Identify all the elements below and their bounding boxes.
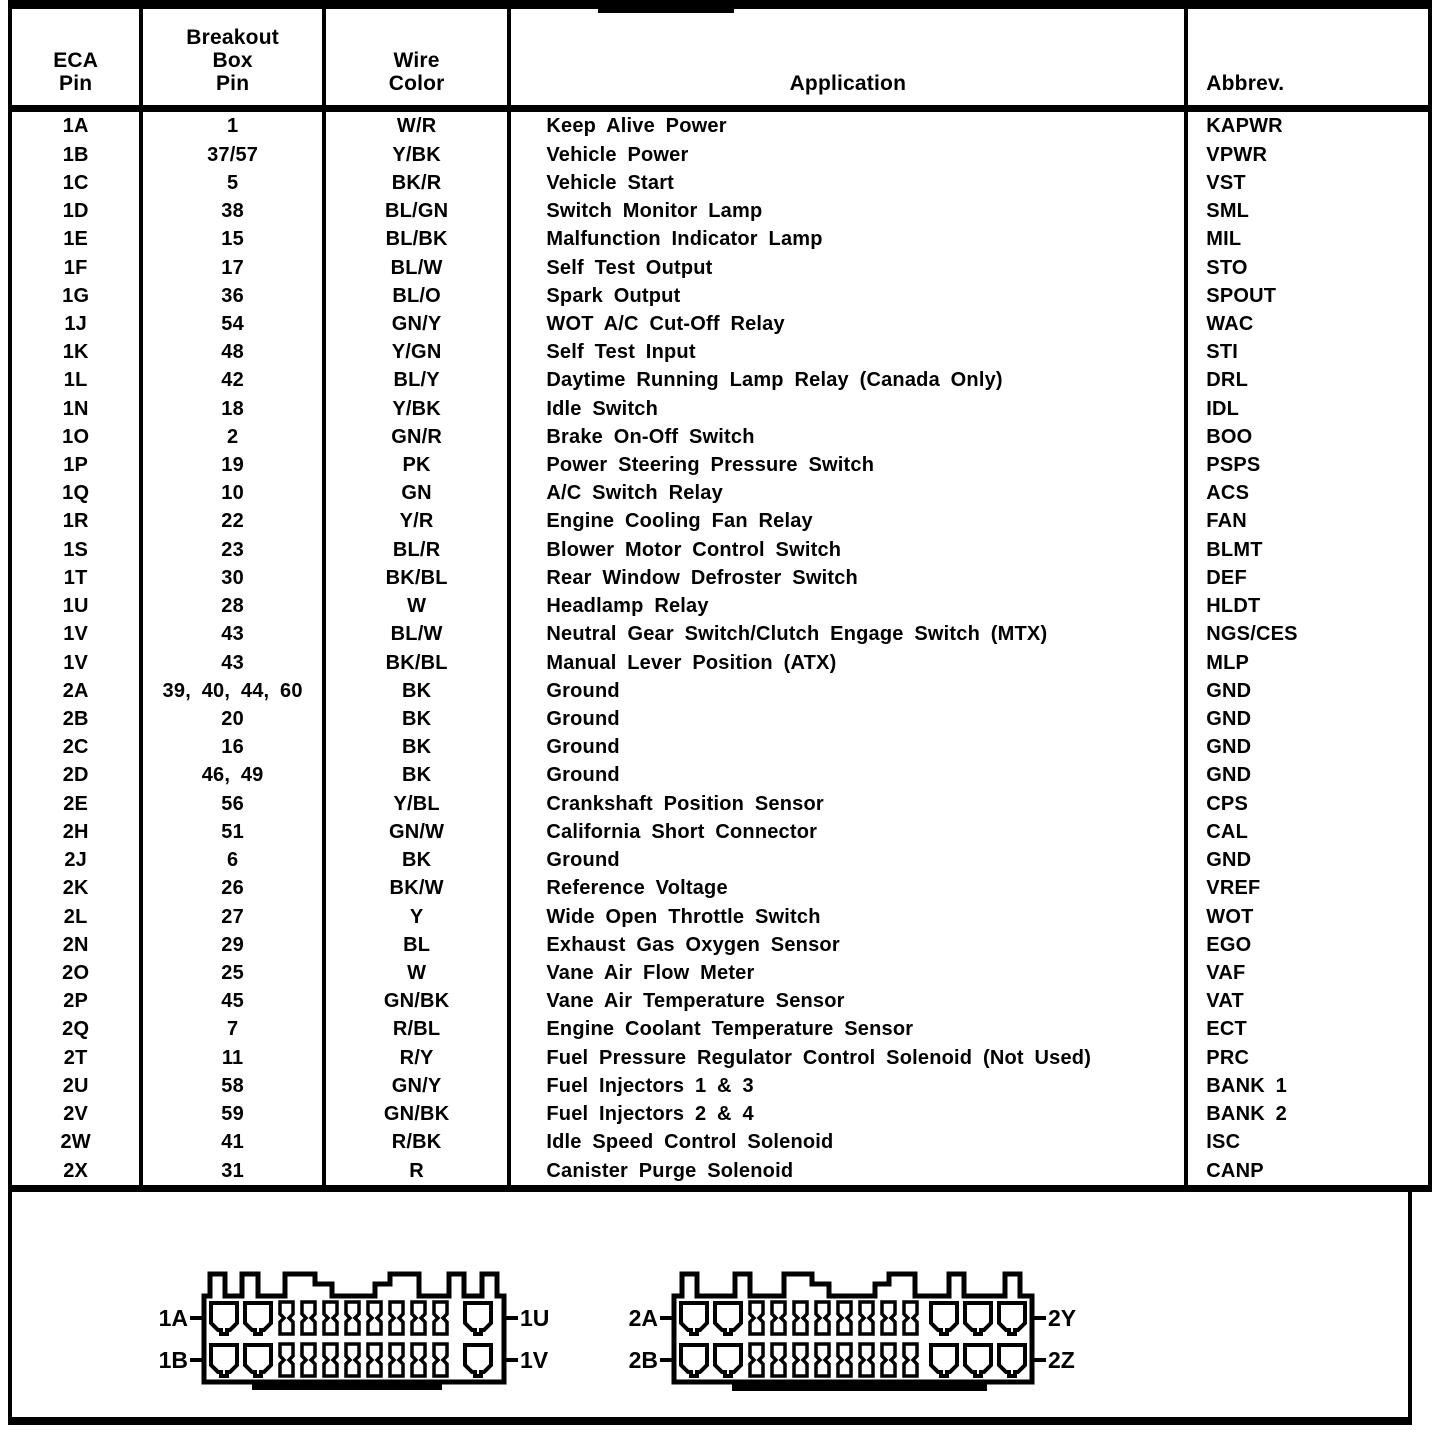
eca-pin-cell: 1D xyxy=(10,197,141,225)
table-row xyxy=(10,677,1430,705)
breakout-box-pin-cell: 6 xyxy=(141,846,324,874)
application-cell: Exhaust Gas Oxygen Sensor xyxy=(509,931,1186,959)
table-row xyxy=(10,931,1430,959)
breakout-box-pin-cell: 11 xyxy=(141,1044,324,1072)
application-cell: Ground xyxy=(509,846,1186,874)
abbrev-cell: GND xyxy=(1186,705,1430,733)
eca-pin-cell: 2P xyxy=(10,987,141,1015)
application-cell: Idle Speed Control Solenoid xyxy=(509,1128,1186,1156)
col-header-abbrev: Abbrev. xyxy=(1186,5,1430,109)
breakout-box-pin-cell: 5 xyxy=(141,169,324,197)
breakout-box-pin-cell: 17 xyxy=(141,253,324,281)
pin-label-2a: 2A xyxy=(628,1305,658,1331)
application-cell: Keep Alive Power xyxy=(509,109,1186,141)
application-cell: Vehicle Start xyxy=(509,169,1186,197)
eca-pin-cell: 1S xyxy=(10,536,141,564)
abbrev-cell: PSPS xyxy=(1186,451,1430,479)
abbrev-cell: GND xyxy=(1186,677,1430,705)
connector-diagram-panel xyxy=(8,1192,1412,1425)
table-row xyxy=(10,902,1430,930)
header-line: Pin xyxy=(59,72,93,95)
application-cell: Fuel Pressure Regulator Control Solenoid (Not Used) xyxy=(509,1044,1186,1072)
breakout-box-pin-cell: 41 xyxy=(141,1128,324,1156)
abbrev-cell: VST xyxy=(1186,169,1430,197)
table-row xyxy=(10,846,1430,874)
wire-color-cell: GN/BK xyxy=(324,1100,510,1128)
wire-color-cell: Y/BL xyxy=(324,790,510,818)
breakout-box-pin-cell: 43 xyxy=(141,648,324,676)
table-row xyxy=(10,818,1430,846)
eca-pin-cell: 1F xyxy=(10,253,141,281)
header-line: Color xyxy=(388,72,445,95)
eca-pin-cell: 2N xyxy=(10,931,141,959)
application-cell: A/C Switch Relay xyxy=(509,479,1186,507)
application-cell: Self Test Input xyxy=(509,338,1186,366)
application-cell: Crankshaft Position Sensor xyxy=(509,790,1186,818)
abbrev-cell: VAF xyxy=(1186,959,1430,987)
table-row xyxy=(10,705,1430,733)
wire-color-cell: W xyxy=(324,959,510,987)
abbrev-cell: SML xyxy=(1186,197,1430,225)
breakout-box-pin-cell: 31 xyxy=(141,1156,324,1188)
eca-pin-cell: 1O xyxy=(10,423,141,451)
abbrev-cell: MIL xyxy=(1186,225,1430,253)
wire-color-cell: BL/O xyxy=(324,282,510,310)
eca-pin-cell: 1V xyxy=(10,648,141,676)
eca-pin-cell: 2W xyxy=(10,1128,141,1156)
pin-label-1v: 1V xyxy=(520,1347,549,1373)
table-row xyxy=(10,109,1430,141)
pin-label-2z: 2Z xyxy=(1048,1347,1075,1373)
breakout-box-pin-cell: 45 xyxy=(141,987,324,1015)
application-cell: Ground xyxy=(509,705,1186,733)
breakout-box-pin-cell: 38 xyxy=(141,197,324,225)
table-row xyxy=(10,507,1430,535)
table-row xyxy=(10,141,1430,169)
abbrev-cell: GND xyxy=(1186,761,1430,789)
wire-color-cell: GN/Y xyxy=(324,310,510,338)
breakout-box-pin-cell: 58 xyxy=(141,1072,324,1100)
abbrev-cell: CAL xyxy=(1186,818,1430,846)
application-cell: Spark Output xyxy=(509,282,1186,310)
table-row xyxy=(10,282,1430,310)
table-row xyxy=(10,423,1430,451)
application-cell: California Short Connector xyxy=(509,818,1186,846)
application-cell: Malfunction Indicator Lamp xyxy=(509,225,1186,253)
eca-pin-cell: 2K xyxy=(10,874,141,902)
abbrev-cell: NGS/CES xyxy=(1186,620,1430,648)
col-header-wire-color xyxy=(324,5,510,109)
eca-pin-cell: 1V xyxy=(10,620,141,648)
pin-label-1u: 1U xyxy=(520,1305,550,1331)
abbrev-cell: BOO xyxy=(1186,423,1430,451)
eca-pin-cell: 2T xyxy=(10,1044,141,1072)
header-line: ECA xyxy=(53,49,99,72)
abbrev-cell: STI xyxy=(1186,338,1430,366)
application-cell: Switch Monitor Lamp xyxy=(509,197,1186,225)
wire-color-cell: R xyxy=(324,1156,510,1188)
wire-color-cell: BK xyxy=(324,761,510,789)
breakout-box-pin-cell: 54 xyxy=(141,310,324,338)
breakout-box-pin-cell: 25 xyxy=(141,959,324,987)
breakout-box-pin-cell: 22 xyxy=(141,507,324,535)
wire-color-cell: BK xyxy=(324,705,510,733)
eca-pin-cell: 1E xyxy=(10,225,141,253)
application-cell: Rear Window Defroster Switch xyxy=(509,564,1186,592)
eca-pin-cell: 2E xyxy=(10,790,141,818)
abbrev-cell: STO xyxy=(1186,253,1430,281)
eca-pin-cell: 1T xyxy=(10,564,141,592)
eca-pin-cell: 1C xyxy=(10,169,141,197)
breakout-box-pin-cell: 37/57 xyxy=(141,141,324,169)
eca-pin-cell: 2V xyxy=(10,1100,141,1128)
connector-1-diagram xyxy=(152,1256,552,1406)
abbrev-cell: DRL xyxy=(1186,366,1430,394)
application-cell: Idle Switch xyxy=(509,394,1186,422)
wire-color-cell: BL/W xyxy=(324,620,510,648)
abbrev-cell: ACS xyxy=(1186,479,1430,507)
pin-label-1b: 1B xyxy=(158,1347,188,1373)
table-row xyxy=(10,592,1430,620)
application-cell: Power Steering Pressure Switch xyxy=(509,451,1186,479)
breakout-box-pin-cell: 42 xyxy=(141,366,324,394)
abbrev-cell: EGO xyxy=(1186,931,1430,959)
table-row xyxy=(10,874,1430,902)
application-cell: Engine Cooling Fan Relay xyxy=(509,507,1186,535)
wire-color-cell: BL/GN xyxy=(324,197,510,225)
eca-pin-cell: 2C xyxy=(10,733,141,761)
wire-color-cell: BL/R xyxy=(324,536,510,564)
eca-pin-cell: 2D xyxy=(10,761,141,789)
table-row xyxy=(10,169,1430,197)
breakout-box-pin-cell: 10 xyxy=(141,479,324,507)
breakout-box-pin-cell: 26 xyxy=(141,874,324,902)
header-row xyxy=(10,5,1430,109)
connector-2-diagram xyxy=(612,1256,1082,1406)
abbrev-cell: PRC xyxy=(1186,1044,1430,1072)
connector-2-shadow xyxy=(732,1381,987,1391)
table-row xyxy=(10,394,1430,422)
abbrev-cell: FAN xyxy=(1186,507,1430,535)
table-row xyxy=(10,536,1430,564)
abbrev-cell: GND xyxy=(1186,846,1430,874)
header-line: Breakout xyxy=(186,26,279,49)
eca-pin-cell: 2L xyxy=(10,902,141,930)
table-row xyxy=(10,733,1430,761)
table-row xyxy=(10,366,1430,394)
wire-color-cell: BK xyxy=(324,677,510,705)
eca-pin-cell: 1P xyxy=(10,451,141,479)
header-line: Pin xyxy=(215,72,250,95)
table-row xyxy=(10,1015,1430,1043)
application-cell: Blower Motor Control Switch xyxy=(509,536,1186,564)
wire-color-cell: GN/BK xyxy=(324,987,510,1015)
table-row xyxy=(10,564,1430,592)
eca-pin-cell: 2A xyxy=(10,677,141,705)
table-row xyxy=(10,987,1430,1015)
col-header-eca-pin xyxy=(10,5,141,109)
application-cell: Fuel Injectors 1 & 3 xyxy=(509,1072,1186,1100)
breakout-box-pin-cell: 43 xyxy=(141,620,324,648)
breakout-box-pin-cell: 28 xyxy=(141,592,324,620)
table-row xyxy=(10,197,1430,225)
abbrev-cell: WOT xyxy=(1186,902,1430,930)
abbrev-cell: BANK 1 xyxy=(1186,1072,1430,1100)
breakout-box-pin-cell: 59 xyxy=(141,1100,324,1128)
wire-color-cell: GN xyxy=(324,479,510,507)
abbrev-cell: VPWR xyxy=(1186,141,1430,169)
table-row xyxy=(10,479,1430,507)
application-cell: Vane Air Flow Meter xyxy=(509,959,1186,987)
breakout-box-pin-cell: 36 xyxy=(141,282,324,310)
application-cell: Engine Coolant Temperature Sensor xyxy=(509,1015,1186,1043)
eca-pin-cell: 1A xyxy=(10,109,141,141)
breakout-box-pin-cell: 1 xyxy=(141,109,324,141)
eca-pin-cell: 1K xyxy=(10,338,141,366)
application-cell: Canister Purge Solenoid xyxy=(509,1156,1186,1188)
pin-label-2b: 2B xyxy=(628,1347,658,1373)
application-cell: WOT A/C Cut-Off Relay xyxy=(509,310,1186,338)
abbrev-cell: BANK 2 xyxy=(1186,1100,1430,1128)
breakout-box-pin-cell: 20 xyxy=(141,705,324,733)
breakout-box-pin-cell: 15 xyxy=(141,225,324,253)
abbrev-cell: SPOUT xyxy=(1186,282,1430,310)
application-cell: Ground xyxy=(509,761,1186,789)
wire-color-cell: Y/BK xyxy=(324,141,510,169)
abbrev-cell: VREF xyxy=(1186,874,1430,902)
breakout-box-pin-cell: 56 xyxy=(141,790,324,818)
wire-color-cell: W xyxy=(324,592,510,620)
wire-color-cell: Y/BK xyxy=(324,394,510,422)
breakout-box-pin-cell: 46, 49 xyxy=(141,761,324,789)
application-cell: Manual Lever Position (ATX) xyxy=(509,648,1186,676)
application-cell: Fuel Injectors 2 & 4 xyxy=(509,1100,1186,1128)
wire-color-cell: BL/BK xyxy=(324,225,510,253)
breakout-box-pin-cell: 27 xyxy=(141,902,324,930)
eca-pin-cell: 1N xyxy=(10,394,141,422)
abbrev-cell: IDL xyxy=(1186,394,1430,422)
application-cell: Ground xyxy=(509,733,1186,761)
eca-pin-cell: 1U xyxy=(10,592,141,620)
table-row xyxy=(10,253,1430,281)
eca-pin-cell: 2H xyxy=(10,818,141,846)
abbrev-cell: KAPWR xyxy=(1186,109,1430,141)
breakout-box-pin-cell: 18 xyxy=(141,394,324,422)
eca-pin-cell: 1Q xyxy=(10,479,141,507)
table-row xyxy=(10,761,1430,789)
application-cell: Wide Open Throttle Switch xyxy=(509,902,1186,930)
breakout-box-pin-cell: 2 xyxy=(141,423,324,451)
abbrev-cell: CPS xyxy=(1186,790,1430,818)
wire-color-cell: BK xyxy=(324,846,510,874)
breakout-box-pin-cell: 16 xyxy=(141,733,324,761)
breakout-box-pin-cell: 29 xyxy=(141,931,324,959)
table-row xyxy=(10,959,1430,987)
wire-color-cell: BK xyxy=(324,733,510,761)
abbrev-cell: CANP xyxy=(1186,1156,1430,1188)
breakout-box-pin-cell: 30 xyxy=(141,564,324,592)
wire-color-cell: Y/R xyxy=(324,507,510,535)
application-cell: Headlamp Relay xyxy=(509,592,1186,620)
breakout-box-pin-cell: 51 xyxy=(141,818,324,846)
wire-color-cell: BL/Y xyxy=(324,366,510,394)
breakout-box-pin-cell: 19 xyxy=(141,451,324,479)
breakout-box-pin-cell: 48 xyxy=(141,338,324,366)
eca-pin-cell: 2U xyxy=(10,1072,141,1100)
wire-color-cell: BK/R xyxy=(324,169,510,197)
table-row xyxy=(10,1128,1430,1156)
table-row xyxy=(10,620,1430,648)
wire-color-cell: BK/BL xyxy=(324,564,510,592)
application-cell: Daytime Running Lamp Relay (Canada Only) xyxy=(509,366,1186,394)
wire-color-cell: PK xyxy=(324,451,510,479)
eca-pin-cell: 1J xyxy=(10,310,141,338)
wire-color-cell: GN/R xyxy=(324,423,510,451)
table-row xyxy=(10,310,1430,338)
abbrev-cell: HLDT xyxy=(1186,592,1430,620)
wire-color-cell: Y xyxy=(324,902,510,930)
wire-color-cell: Y/GN xyxy=(324,338,510,366)
abbrev-cell: VAT xyxy=(1186,987,1430,1015)
eca-pin-cell: 1R xyxy=(10,507,141,535)
eca-pin-cell: 2B xyxy=(10,705,141,733)
eca-pin-cell: 1L xyxy=(10,366,141,394)
abbrev-cell: ISC xyxy=(1186,1128,1430,1156)
connector-1-shadow xyxy=(252,1381,442,1390)
table-row xyxy=(10,1100,1430,1128)
abbrev-cell: MLP xyxy=(1186,648,1430,676)
eca-pin-cell: 2O xyxy=(10,959,141,987)
application-cell: Vane Air Temperature Sensor xyxy=(509,987,1186,1015)
wire-color-cell: R/BK xyxy=(324,1128,510,1156)
wire-color-cell: GN/Y xyxy=(324,1072,510,1100)
table-row xyxy=(10,451,1430,479)
breakout-box-pin-cell: 23 xyxy=(141,536,324,564)
application-cell: Ground xyxy=(509,677,1186,705)
col-header-breakout-box-pin xyxy=(141,5,324,109)
wire-color-cell: R/BL xyxy=(324,1015,510,1043)
table-row xyxy=(10,1044,1430,1072)
wire-color-cell: GN/W xyxy=(324,818,510,846)
application-cell: Neutral Gear Switch/Clutch Engage Switch (MTX) xyxy=(509,620,1186,648)
table-row xyxy=(10,338,1430,366)
table-row xyxy=(10,790,1430,818)
pin-label-1a: 1A xyxy=(158,1305,188,1331)
eca-pin-cell: 1G xyxy=(10,282,141,310)
wire-color-cell: W/R xyxy=(324,109,510,141)
table-row xyxy=(10,225,1430,253)
eca-pin-cell: 2Q xyxy=(10,1015,141,1043)
application-cell: Vehicle Power xyxy=(509,141,1186,169)
header-line: Box xyxy=(212,49,253,72)
abbrev-cell: BLMT xyxy=(1186,536,1430,564)
application-cell: Brake On-Off Switch xyxy=(509,423,1186,451)
eca-pin-cell: 2X xyxy=(10,1156,141,1188)
col-header-application: Application xyxy=(509,5,1186,109)
wire-color-cell: R/Y xyxy=(324,1044,510,1072)
breakout-box-pin-cell: 7 xyxy=(141,1015,324,1043)
abbrev-cell: WAC xyxy=(1186,310,1430,338)
table-row xyxy=(10,1072,1430,1100)
header-line: Wire xyxy=(393,49,440,72)
eca-pin-cell: 2J xyxy=(10,846,141,874)
application-cell: Self Test Output xyxy=(509,253,1186,281)
abbrev-cell: DEF xyxy=(1186,564,1430,592)
eca-pin-cell: 1B xyxy=(10,141,141,169)
table-row xyxy=(10,1156,1430,1188)
wire-color-cell: BL xyxy=(324,931,510,959)
eca-pin-table xyxy=(8,0,1432,1192)
wire-color-cell: BK/BL xyxy=(324,648,510,676)
wire-color-cell: BK/W xyxy=(324,874,510,902)
pin-label-2y: 2Y xyxy=(1048,1305,1077,1331)
breakout-box-pin-cell: 39, 40, 44, 60 xyxy=(141,677,324,705)
application-cell: Reference Voltage xyxy=(509,874,1186,902)
abbrev-cell: ECT xyxy=(1186,1015,1430,1043)
table-row xyxy=(10,648,1430,676)
wire-color-cell: BL/W xyxy=(324,253,510,281)
abbrev-cell: GND xyxy=(1186,733,1430,761)
